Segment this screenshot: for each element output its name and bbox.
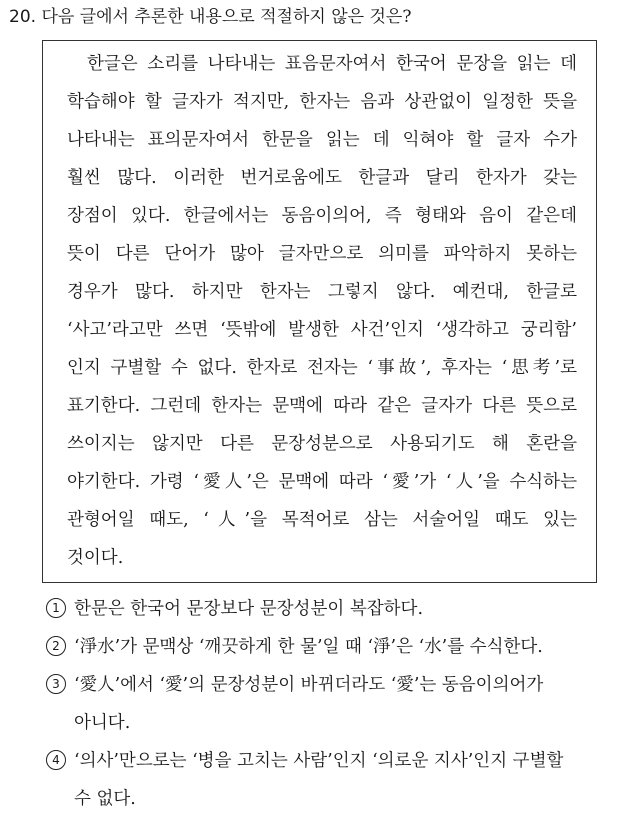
option-2[interactable] (46, 634, 543, 660)
passage-line: 훨씬 많다. 이러한 번거로움에도 한글과 달리 한자가 갖는 (67, 168, 577, 188)
option-text: ‘淨水’가 문맥상 ‘깨끗하게 한 물’일 때 ‘淨’은 ‘水’를 수식한다. (74, 637, 543, 657)
passage-line: 학습해야 할 글자가 적지만, 한자는 음과 상관없이 일정한 뜻을 (67, 92, 577, 112)
passage-line: 쓰이지는 않지만 다른 문장성분으로 사용되기도 해 혼란을 (67, 434, 577, 454)
passage-line: 표기한다. 그런데 한자는 문맥에 따라 같은 글자가 다른 뜻으로 (67, 396, 577, 416)
question-stem (9, 6, 621, 28)
option-3-continuation: 아니다. (74, 713, 131, 733)
passage-line: 장점이 있다. 한글에서는 동음이의어, 즉 형태와 음이 같은데 (67, 206, 577, 226)
passage-box (42, 40, 597, 583)
option-text: ‘愛人’에서 ‘愛’의 문장성분이 바뀌더라도 ‘愛’는 동음이의어가 (74, 675, 544, 695)
option-marker: 1 (46, 598, 66, 618)
passage-line: 한글은 소리를 나타내는 표음문자여서 한국어 문장을 읽는 데 (87, 54, 577, 74)
question-number: 20. (9, 7, 37, 27)
question-text: 다음 글에서 추론한 내용으로 적절하지 않은 것은? (41, 7, 412, 27)
option-4[interactable] (46, 748, 563, 774)
passage-line: 인지 구별할 수 없다. 한자로 전자는 ‘事故’, 후자는 ‘思考’로 (67, 358, 577, 378)
passage-line: 야기한다. 가령 ‘愛人’은 문맥에 따라 ‘愛’가 ‘人’을 수식하는 (67, 472, 577, 492)
option-4-continuation: 수 없다. (74, 789, 136, 809)
option-marker: 4 (46, 750, 66, 770)
passage-line: 뜻이 다른 단어가 많아 글자만으로 의미를 파악하지 못하는 (67, 244, 577, 264)
option-3[interactable] (46, 672, 543, 698)
passage-line: 경우가 많다. 하지만 한자는 그렇지 않다. 예컨대, 한글로 (67, 282, 577, 302)
option-marker: 2 (46, 636, 66, 656)
passage-line: 것이다. (67, 548, 124, 568)
option-text: ‘의사’만으로는 ‘병을 고치는 사람’인지 ‘의로운 지사’인지 구별할 (74, 751, 564, 771)
option-marker: 3 (46, 674, 66, 694)
passage-line: 나타내는 표의문자여서 한문을 읽는 데 익혀야 할 글자 수가 (67, 130, 577, 150)
option-1[interactable] (46, 596, 423, 622)
passage-line: ‘사고’라고만 쓰면 ‘뜻밖에 발생한 사건’인지 ‘생각하고 궁리함’ (67, 320, 577, 340)
option-text: 한문은 한국어 문장보다 문장성분이 복잡하다. (74, 599, 424, 619)
passage-line: 관형어일 때도, ‘人’을 목적어로 삼는 서술어일 때도 있는 (67, 510, 577, 530)
